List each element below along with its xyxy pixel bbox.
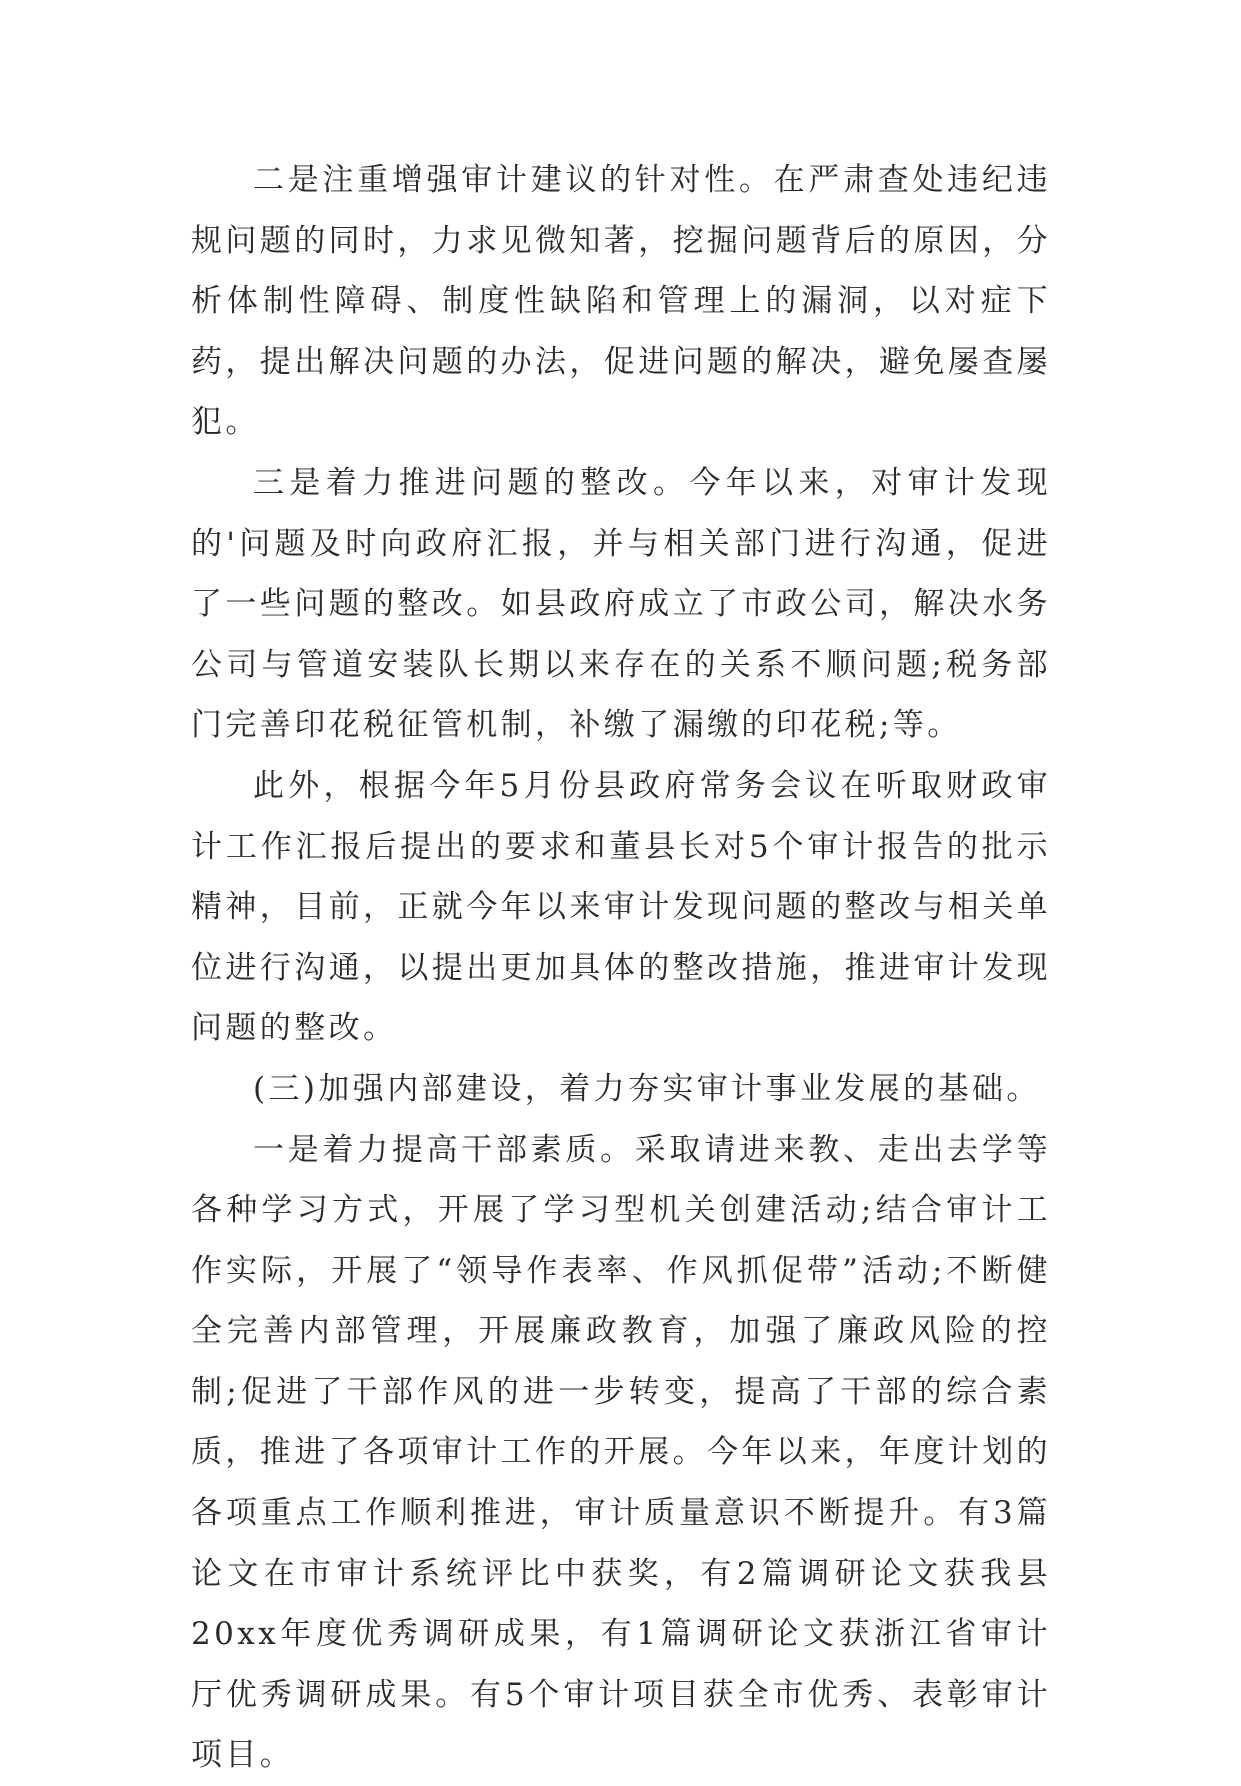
section-heading-internal-construction: (三)加强内部建设，着力夯实审计事业发展的基础。 <box>191 1059 1051 1120</box>
paragraph-rectification: 三是着力推进问题的整改。今年以来，对审计发现的'问题及时向政府汇报，并与相关部门进行沟通，促进了一些问题的整改。如县政府成立了市政公司，解决水务公司与管道安装队长期以来存在的关系不顺问题;税务部门完善印花税征管机制，补缴了漏缴的印花税;等。 <box>191 453 1051 756</box>
paragraph-audit-suggestions: 二是注重增强审计建议的针对性。在严肃查处违纪违规问题的同时，力求见微知著，挖掘问题背后的原因，分析体制性障碍、制度性缺陷和管理上的漏洞，以对症下药，提出解决问题的办法，促进问题的解决，避免屡查屡犯。 <box>191 150 1051 453</box>
paragraph-cadre-quality: 一是着力提高干部素质。采取请进来教、走出去学等各种学习方式，开展了学习型机关创建活动;结合审计工作实际，开展了“领导作表率、作风抓促带”活动;不断健全完善内部管理，开展廉政教育，加强了廉政风险的控制;促进了干部作风的进一步转变，提高了干部的综合素质，推进了各项审计工作的开展。今年以来，年度计划的各项重点工作顺利推进，审计质量意识不断提升。有3篇论文在市审计系统评比中获奖，有2篇调研论文获我县20xx年度优秀调研成果，有1篇调研论文获浙江省审计厅优秀调研成果。有5个审计项目获全市优秀、表彰审计项目。 <box>191 1120 1051 1786</box>
document-body <box>191 150 1051 1786</box>
paragraph-additionally: 此外，根据今年5月份县政府常务会议在听取财政审计工作汇报后提出的要求和董县长对5个审计报告的批示精神，目前，正就今年以来审计发现问题的整改与相关单位进行沟通，以提出更加具体的整改措施，推进审计发现问题的整改。 <box>191 756 1051 1059</box>
